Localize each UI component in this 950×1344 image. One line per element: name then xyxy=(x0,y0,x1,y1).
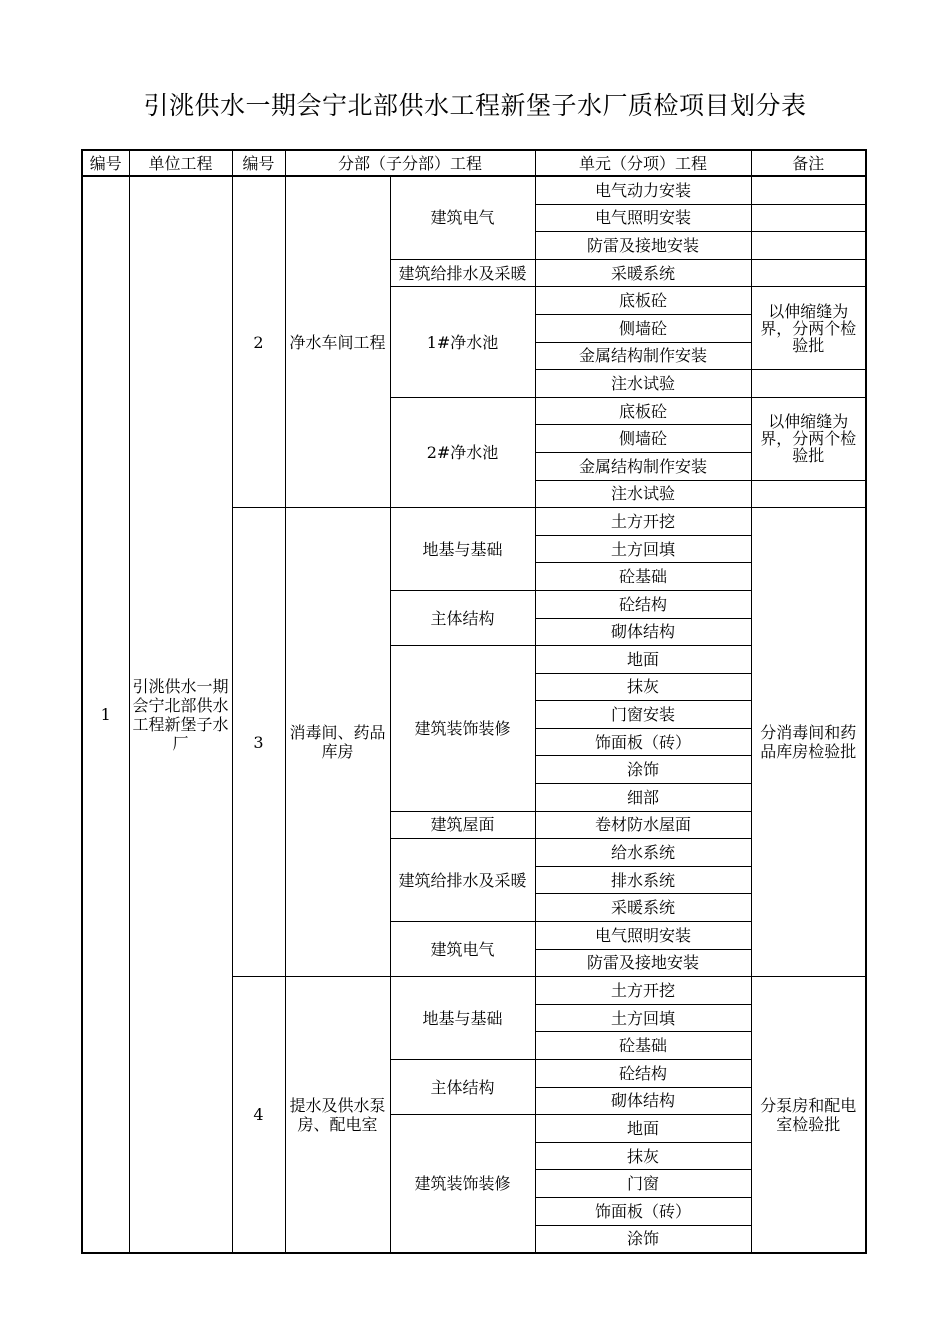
item-cell: 抹灰 xyxy=(535,673,751,701)
group-name-cell: 建筑电气 xyxy=(390,176,535,259)
unit-no-cell: 1 xyxy=(82,176,129,1253)
unit-name-cell: 引洮供水一期会宁北部供水工程新堡子水厂 xyxy=(129,176,232,1253)
item-cell: 砼基础 xyxy=(535,563,751,591)
item-cell: 门窗安装 xyxy=(535,701,751,729)
item-cell: 电气动力安装 xyxy=(535,176,751,204)
item-cell: 防雷及接地安装 xyxy=(535,232,751,260)
item-cell: 砌体结构 xyxy=(535,1087,751,1115)
item-cell: 注水试验 xyxy=(535,480,751,508)
group-name-cell: 地基与基础 xyxy=(390,508,535,591)
item-cell: 细部 xyxy=(535,784,751,812)
item-cell: 涂饰 xyxy=(535,756,751,784)
part-no-cell: 3 xyxy=(232,508,285,977)
group-name-cell: 建筑电气 xyxy=(390,922,535,977)
group-name-cell: 建筑装饰装修 xyxy=(390,646,535,812)
item-cell: 防雷及接地安装 xyxy=(535,949,751,977)
item-cell: 地面 xyxy=(535,1115,751,1143)
item-cell: 抹灰 xyxy=(535,1142,751,1170)
item-cell: 饰面板（砖） xyxy=(535,728,751,756)
item-cell: 砌体结构 xyxy=(535,618,751,646)
item-cell: 注水试验 xyxy=(535,370,751,398)
group-name-cell: 主体结构 xyxy=(390,590,535,645)
item-cell: 采暖系统 xyxy=(535,894,751,922)
part-name-cell: 净水车间工程 xyxy=(285,176,390,508)
header-unit-project: 单位工程 xyxy=(129,150,232,176)
remark-cell xyxy=(751,259,866,287)
quality-inspection-table xyxy=(81,149,867,1254)
item-cell: 侧墙砼 xyxy=(535,425,751,453)
item-cell: 卷材防水屋面 xyxy=(535,811,751,839)
remark-cell xyxy=(751,480,866,508)
remark-cell: 以伸缩缝为界，分两个检验批 xyxy=(751,287,866,370)
item-cell: 侧墙砼 xyxy=(535,314,751,342)
header-division: 分部（子分部）工程 xyxy=(285,150,535,176)
item-cell: 砼结构 xyxy=(535,590,751,618)
part-no-cell: 4 xyxy=(232,977,285,1253)
item-cell: 门窗 xyxy=(535,1170,751,1198)
item-cell: 给水系统 xyxy=(535,839,751,867)
group-name-cell: 建筑给排水及采暖 xyxy=(390,259,535,287)
item-cell: 饰面板（砖） xyxy=(535,1197,751,1225)
item-cell: 采暖系统 xyxy=(535,259,751,287)
page-title: 引洮供水一期会宁北部供水工程新堡子水厂质检项目划分表 xyxy=(143,91,807,120)
header-remark: 备注 xyxy=(751,150,866,176)
item-cell: 电气照明安装 xyxy=(535,922,751,950)
remark-cell xyxy=(751,176,866,204)
table-row xyxy=(82,176,866,204)
remark-cell: 分消毒间和药品库房检验批 xyxy=(751,508,866,977)
remark-cell: 以伸缩缝为界，分两个检验批 xyxy=(751,397,866,480)
item-cell: 土方开挖 xyxy=(535,508,751,536)
remark-cell xyxy=(751,232,866,260)
remark-cell xyxy=(751,370,866,398)
item-cell: 底板砼 xyxy=(535,397,751,425)
item-cell: 砼结构 xyxy=(535,1060,751,1088)
header-element: 单元（分项）工程 xyxy=(535,150,751,176)
group-name-cell: 建筑装饰装修 xyxy=(390,1115,535,1253)
item-cell: 地面 xyxy=(535,646,751,674)
item-cell: 金属结构制作安装 xyxy=(535,342,751,370)
remark-cell: 分泵房和配电室检验批 xyxy=(751,977,866,1253)
item-cell: 砼基础 xyxy=(535,1032,751,1060)
part-no-cell: 2 xyxy=(232,176,285,508)
part-name-cell: 消毒间、药品库房 xyxy=(285,508,390,977)
part-name-cell: 提水及供水泵房、配电室 xyxy=(285,977,390,1253)
item-cell: 土方回填 xyxy=(535,1004,751,1032)
item-cell: 涂饰 xyxy=(535,1225,751,1253)
group-name-cell: 2#净水池 xyxy=(390,397,535,507)
item-cell: 电气照明安装 xyxy=(535,204,751,232)
group-name-cell: 1#净水池 xyxy=(390,287,535,397)
group-name-cell: 建筑屋面 xyxy=(390,811,535,839)
group-name-cell: 建筑给排水及采暖 xyxy=(390,839,535,922)
table-header-row xyxy=(82,150,866,176)
header-no: 编号 xyxy=(82,150,129,176)
item-cell: 土方开挖 xyxy=(535,977,751,1005)
group-name-cell: 主体结构 xyxy=(390,1060,535,1115)
item-cell: 排水系统 xyxy=(535,866,751,894)
header-part-no: 编号 xyxy=(232,150,285,176)
item-cell: 金属结构制作安装 xyxy=(535,452,751,480)
group-name-cell: 地基与基础 xyxy=(390,977,535,1060)
item-cell: 土方回填 xyxy=(535,535,751,563)
remark-cell xyxy=(751,204,866,232)
item-cell: 底板砼 xyxy=(535,287,751,315)
